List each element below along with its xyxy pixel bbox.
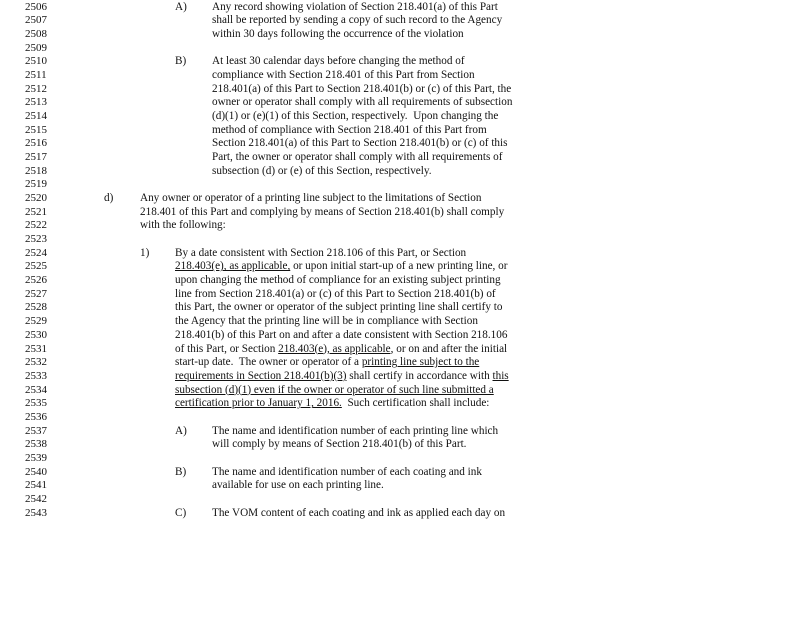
line-text — [175, 288, 496, 302]
line-text — [175, 274, 501, 288]
document-line — [0, 219, 800, 233]
document-line — [0, 55, 800, 69]
line-number: 2513 — [25, 96, 47, 109]
line-number: 2541 — [25, 479, 47, 492]
line-text — [212, 83, 511, 97]
document-line — [0, 479, 800, 493]
line-number: 2531 — [25, 342, 47, 355]
amended-text: subsection (d)(1) even if the owner or operator of such line submitted a — [175, 383, 494, 396]
list-label: A) — [175, 0, 187, 13]
line-number: 2506 — [25, 0, 47, 13]
document-line — [0, 151, 800, 165]
line-text — [212, 69, 475, 83]
line-number: 2515 — [25, 123, 47, 136]
document-line — [0, 411, 800, 425]
amended-text: 218.403(e), as applicable, — [175, 260, 291, 273]
line-text — [212, 1, 498, 15]
text-segment: subsection (d) or (e) of this Section, respectively. — [212, 164, 432, 177]
amended-text: requirements in Section 218.401(b)(3) — [175, 369, 347, 382]
text-segment: within 30 days following the occurrence of the violation — [212, 27, 464, 40]
document-line — [0, 192, 800, 206]
text-segment: Such certification shall include: — [341, 397, 490, 410]
document-line — [0, 288, 800, 302]
line-number: 2539 — [25, 451, 47, 464]
text-segment: owner or operator shall comply with all requirements of subsection — [212, 96, 513, 109]
line-number: 2540 — [25, 465, 47, 478]
line-number: 2535 — [25, 397, 47, 410]
line-number: 2517 — [25, 150, 47, 163]
list-label: 1) — [140, 246, 150, 259]
document-line — [0, 28, 800, 42]
line-number: 2507 — [25, 14, 47, 27]
line-text — [212, 110, 498, 124]
document-line — [0, 96, 800, 110]
text-segment: this Part, the owner or operator of the subject printing line shall certify to — [175, 301, 503, 314]
document-line — [0, 507, 800, 521]
document-line — [0, 165, 800, 179]
line-number: 2536 — [25, 410, 47, 423]
line-text — [212, 425, 498, 439]
line-number: 2524 — [25, 246, 47, 259]
line-number: 2508 — [25, 27, 47, 40]
line-number: 2530 — [25, 328, 47, 341]
text-segment: with the following: — [140, 219, 226, 232]
amended-text: 218.403(e), as applicable, — [278, 342, 394, 355]
amended-text: certification prior to January 1, 2016. — [175, 397, 342, 410]
list-label: d) — [104, 192, 114, 205]
amended-text: this — [492, 369, 509, 382]
line-number: 2538 — [25, 438, 47, 451]
document-line — [0, 137, 800, 151]
text-segment: available for use on each printing line. — [212, 479, 384, 492]
line-text — [175, 343, 507, 357]
document-line — [0, 329, 800, 343]
text-segment: The name and identification number of each coating and ink — [212, 465, 482, 478]
line-number: 2534 — [25, 383, 47, 396]
line-text — [212, 55, 465, 69]
line-number: 2525 — [25, 260, 47, 273]
document-line — [0, 343, 800, 357]
text-segment: Section 218.401(a) of this Part to Section 218.401(b) or (c) of this — [212, 137, 508, 150]
text-segment: At least 30 calendar days before changing the method of — [212, 55, 465, 68]
document-line — [0, 370, 800, 384]
document-line — [0, 83, 800, 97]
line-text — [140, 219, 226, 233]
text-segment: (d)(1) or (e)(1) of this Section, respectively. Upon changing the — [212, 109, 499, 122]
line-number: 2523 — [25, 233, 47, 246]
document-line — [0, 110, 800, 124]
line-number: 2529 — [25, 315, 47, 328]
amended-text: printing line subject to the — [361, 356, 480, 369]
text-segment: shall be reported by sending a copy of such record to the Agency — [212, 14, 503, 27]
line-number: 2526 — [25, 274, 47, 287]
line-text — [212, 137, 508, 151]
text-segment: Part, the owner or operator shall comply with all requirements of — [212, 150, 503, 163]
line-number: 2510 — [25, 55, 47, 68]
document-line — [0, 233, 800, 247]
line-text — [212, 14, 502, 28]
document-line — [0, 274, 800, 288]
text-segment: shall certify in accordance with — [346, 369, 493, 382]
text-segment: 218.401(a) of this Part to Section 218.401(b) or (c) of this Part, the — [212, 82, 512, 95]
document-line — [0, 206, 800, 220]
line-text — [175, 356, 479, 370]
document-line — [0, 397, 800, 411]
document-line — [0, 69, 800, 83]
document-line — [0, 315, 800, 329]
line-text — [175, 397, 489, 411]
line-number: 2520 — [25, 192, 47, 205]
line-text — [140, 192, 481, 206]
text-segment: compliance with Section 218.401 of this Part from Section — [212, 68, 475, 81]
line-text — [175, 315, 478, 329]
text-segment: 218.401 of this Part and complying by means of Section 218.401(b) shall comply — [140, 205, 505, 218]
document-line — [0, 42, 800, 56]
line-text — [212, 124, 487, 138]
line-number: 2533 — [25, 369, 47, 382]
text-segment: The VOM content of each coating and ink as applied each day on — [212, 506, 506, 519]
document-line — [0, 178, 800, 192]
text-segment: or upon initial start-up of a new printing line, or — [290, 260, 508, 273]
text-segment: of this Part, or Section — [175, 342, 279, 355]
line-number: 2514 — [25, 109, 47, 122]
document-line — [0, 425, 800, 439]
text-segment: method of compliance with Section 218.401 of this Part from — [212, 123, 487, 136]
line-number: 2512 — [25, 82, 47, 95]
line-text — [175, 301, 502, 315]
document-line — [0, 124, 800, 138]
line-text — [212, 479, 384, 493]
document-line — [0, 384, 800, 398]
list-label: B) — [175, 465, 187, 478]
line-text — [212, 151, 502, 165]
text-segment: Any record showing violation of Section 218.401(a) of this Part — [212, 0, 498, 13]
text-segment: the Agency that the printing line will be in compliance with Section — [175, 315, 478, 328]
text-segment: upon changing the method of compliance for an existing subject printing — [175, 274, 501, 287]
list-label: C) — [175, 506, 187, 519]
line-text — [175, 329, 507, 343]
line-text — [212, 96, 512, 110]
document-line — [0, 356, 800, 370]
line-text — [175, 384, 494, 398]
line-number: 2511 — [25, 68, 47, 81]
line-number: 2532 — [25, 356, 47, 369]
line-number: 2543 — [25, 506, 47, 519]
text-segment: line from Section 218.401(a) or (c) of this Part to Section 218.401(b) of — [175, 287, 496, 300]
line-text — [212, 466, 482, 480]
line-number: 2527 — [25, 287, 47, 300]
text-segment: start-up date. The owner or operator of a — [175, 356, 362, 369]
line-text — [212, 28, 464, 42]
text-segment: will comply by means of Section 218.401(b) of this Part. — [212, 438, 467, 451]
line-text — [212, 438, 466, 452]
text-segment: By a date consistent with Section 218.106 of this Part, or Section — [175, 246, 467, 259]
line-number: 2522 — [25, 219, 47, 232]
line-text — [175, 370, 509, 384]
document-line — [0, 1, 800, 15]
document-line — [0, 14, 800, 28]
line-number: 2542 — [25, 492, 47, 505]
line-text — [212, 165, 432, 179]
list-label: A) — [175, 424, 187, 437]
line-number: 2537 — [25, 424, 47, 437]
text-segment: Any owner or operator of a printing line subject to the limitations of Section — [140, 192, 482, 205]
document-line — [0, 493, 800, 507]
line-number: 2519 — [25, 178, 47, 191]
document-line — [0, 301, 800, 315]
line-number: 2509 — [25, 41, 47, 54]
document-line — [0, 260, 800, 274]
line-number: 2528 — [25, 301, 47, 314]
line-text — [140, 206, 504, 220]
text-segment: 218.401(b) of this Part on and after a date consistent with Section 218.106 — [175, 328, 508, 341]
document-line — [0, 466, 800, 480]
document-line — [0, 438, 800, 452]
text-segment: or on and after the initial — [393, 342, 508, 355]
line-text — [212, 507, 505, 521]
document-line — [0, 452, 800, 466]
document-line — [0, 247, 800, 261]
line-text — [175, 260, 507, 274]
list-label: B) — [175, 55, 187, 68]
line-number: 2521 — [25, 205, 47, 218]
line-number: 2518 — [25, 164, 47, 177]
line-text — [175, 247, 466, 261]
line-number: 2516 — [25, 137, 47, 150]
text-segment: The name and identification number of each printing line which — [212, 424, 499, 437]
